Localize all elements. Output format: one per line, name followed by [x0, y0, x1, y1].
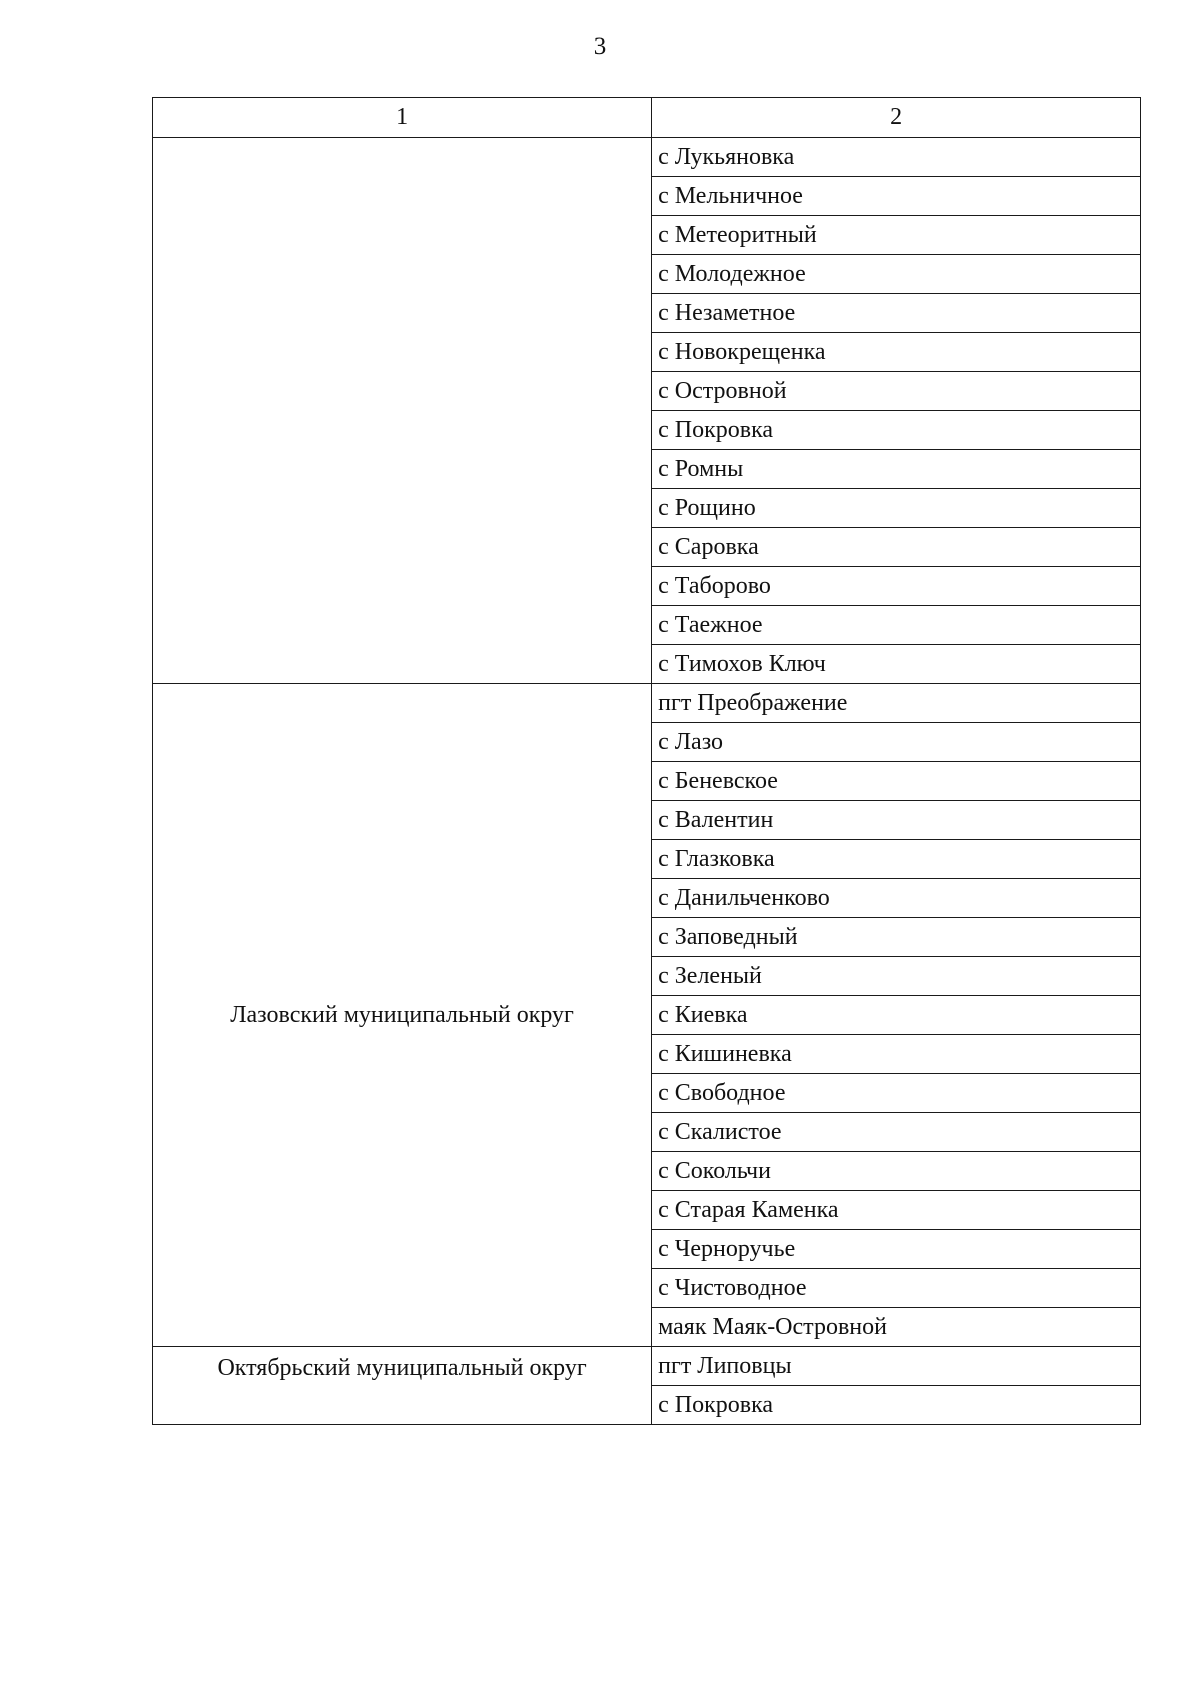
settlement-cell: с Скалистое — [652, 1113, 1141, 1152]
settlement-cell: с Таежное — [652, 606, 1141, 645]
column-header-2: 2 — [652, 98, 1141, 138]
settlement-cell: с Киевка — [652, 996, 1141, 1035]
settlement-cell: с Покровка — [652, 411, 1141, 450]
district-cell: Октябрьский муниципальный округ — [153, 1347, 652, 1425]
settlement-cell: с Валентин — [652, 801, 1141, 840]
settlement-cell: с Рощино — [652, 489, 1141, 528]
settlement-cell: с Лазо — [652, 723, 1141, 762]
settlement-cell: с Метеоритный — [652, 216, 1141, 255]
settlement-cell: с Сокольчи — [652, 1152, 1141, 1191]
settlement-cell: с Тимохов Ключ — [652, 645, 1141, 684]
table-header-row — [153, 98, 1141, 138]
settlement-cell: с Зеленый — [652, 957, 1141, 996]
settlement-cell: с Мельничное — [652, 177, 1141, 216]
settlement-cell: с Черноручье — [652, 1230, 1141, 1269]
settlement-cell: маяк Маяк-Островной — [652, 1308, 1141, 1347]
settlement-cell: с Данильченково — [652, 879, 1141, 918]
settlement-cell: с Старая Каменка — [652, 1191, 1141, 1230]
settlement-cell: с Кишиневка — [652, 1035, 1141, 1074]
table-row — [153, 684, 1141, 723]
settlement-cell: с Незаметное — [652, 294, 1141, 333]
table-row — [153, 138, 1141, 177]
settlement-cell: с Покровка — [652, 1386, 1141, 1425]
settlement-cell: с Глазковка — [652, 840, 1141, 879]
settlement-cell: с Островной — [652, 372, 1141, 411]
settlement-cell: с Молодежное — [652, 255, 1141, 294]
settlement-cell: с Саровка — [652, 528, 1141, 567]
settlements-table — [152, 97, 1141, 1425]
settlement-cell: с Чистоводное — [652, 1269, 1141, 1308]
settlement-cell: пгт Преображение — [652, 684, 1141, 723]
settlement-cell: с Беневское — [652, 762, 1141, 801]
settlement-cell: с Свободное — [652, 1074, 1141, 1113]
settlement-cell: с Заповедный — [652, 918, 1141, 957]
page-number: 3 — [593, 33, 607, 60]
table-body — [153, 98, 1141, 1425]
settlement-cell: с Новокрещенка — [652, 333, 1141, 372]
settlement-cell: с Ромны — [652, 450, 1141, 489]
district-cell: Лазовский муниципальный округ — [153, 684, 652, 1347]
settlement-cell: пгт Липовцы — [652, 1347, 1141, 1386]
table-row — [153, 1347, 1141, 1386]
district-cell — [153, 138, 652, 684]
column-header-1: 1 — [153, 98, 652, 138]
settlement-cell: с Лукьяновка — [652, 138, 1141, 177]
settlement-cell: с Таборово — [652, 567, 1141, 606]
